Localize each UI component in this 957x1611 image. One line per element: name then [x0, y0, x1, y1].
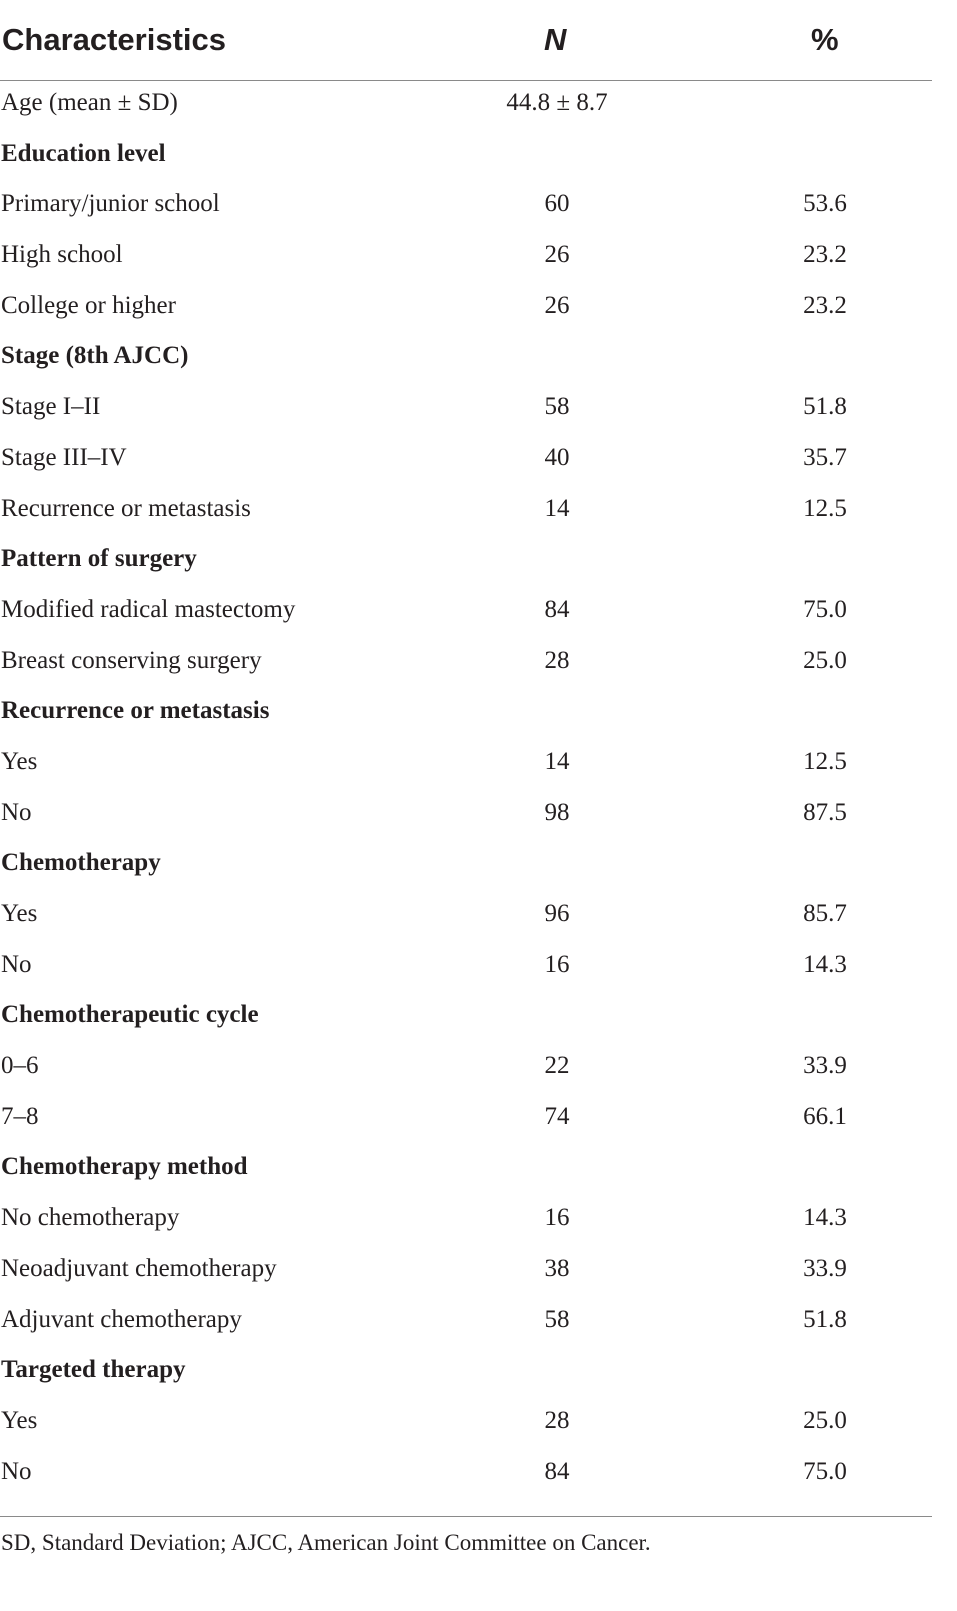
row-label: 0–6: [1, 1052, 39, 1080]
table-header: [0, 0, 932, 81]
row-n-value: 84: [544, 595, 570, 623]
row-percent-value: 23.2: [803, 291, 847, 319]
row-percent-value: 53.6: [803, 190, 847, 218]
row-label: No chemotherapy: [1, 1204, 180, 1232]
row-label: Adjuvant chemotherapy: [1, 1305, 242, 1333]
table-row: [0, 892, 932, 943]
row-n-value: 28: [544, 1406, 570, 1434]
row-percent-value: 87.5: [803, 798, 847, 826]
row-percent-value: 12.5: [803, 494, 847, 522]
table-row: [0, 1298, 932, 1349]
row-label: Primary/junior school: [1, 190, 220, 218]
table-row: [0, 1247, 932, 1298]
table-row: [0, 588, 932, 639]
table-row: [0, 1450, 932, 1501]
row-n-value: 58: [544, 393, 570, 421]
section-label: Pattern of surgery: [1, 545, 197, 573]
table-row: [0, 436, 932, 487]
row-label: Yes: [1, 900, 38, 927]
row-percent-value: 23.2: [803, 241, 847, 269]
row-n-value: 14: [544, 747, 570, 775]
table-row: [0, 740, 932, 791]
row-n-value: 40: [544, 443, 570, 471]
row-label: Yes: [1, 1406, 38, 1434]
row-n-value: 28: [544, 646, 570, 674]
table-footnote: SD, Standard Deviation; AJCC, American Joint Committee on Cancer.: [1, 1530, 651, 1555]
table-row: [0, 943, 932, 994]
row-n-value: 44.8 ± 8.7: [506, 89, 608, 116]
header-percent: %: [811, 22, 839, 57]
table-row: [0, 639, 932, 690]
table-row: [0, 81, 932, 132]
section-header-row: [0, 537, 932, 588]
row-n-value: 60: [544, 190, 570, 218]
row-label: Stage III–IV: [1, 443, 127, 471]
row-label: Neoadjuvant chemotherapy: [1, 1254, 277, 1282]
row-label: Modified radical mastectomy: [1, 595, 296, 623]
row-n-value: 14: [544, 494, 570, 522]
row-n-value: 84: [544, 1457, 570, 1485]
table-row: [0, 182, 932, 233]
row-label: No: [1, 950, 32, 978]
section-label: Chemotherapeutic cycle: [1, 1001, 259, 1029]
table-row: [0, 487, 932, 538]
row-percent-value: 14.3: [803, 950, 847, 978]
section-header-row: [0, 132, 932, 183]
table-row: [0, 1399, 932, 1450]
row-percent-value: 14.3: [803, 1204, 847, 1232]
table-row: [0, 233, 932, 284]
row-percent-value: 25.0: [803, 646, 847, 674]
section-label: Targeted therapy: [1, 1356, 186, 1384]
section-label: Recurrence or metastasis: [1, 697, 270, 725]
bottom-rule: [0, 1516, 932, 1517]
section-header-row: [0, 1348, 932, 1399]
section-label: Education level: [1, 139, 166, 167]
section-label: Chemotherapy: [1, 849, 161, 877]
row-label: Recurrence or metastasis: [1, 494, 251, 522]
header-characteristics: Characteristics: [2, 22, 227, 57]
row-percent-value: 51.8: [803, 1305, 847, 1333]
table-row: [0, 284, 932, 335]
section-header-row: [0, 841, 932, 892]
row-label: No: [1, 1457, 32, 1485]
row-n-value: 96: [544, 900, 570, 927]
row-percent-value: 66.1: [803, 1102, 847, 1130]
section-header-row: [0, 993, 932, 1044]
row-label: Breast conserving surgery: [1, 646, 262, 674]
row-percent-value: 35.7: [803, 443, 847, 471]
row-n-value: 58: [544, 1305, 570, 1333]
row-n-value: 26: [544, 291, 570, 319]
row-label: Yes: [1, 747, 38, 775]
table-row: [0, 1044, 932, 1095]
section-header-row: [0, 1145, 932, 1196]
row-percent-value: 85.7: [803, 900, 847, 927]
table-row: [0, 385, 932, 436]
row-percent-value: 75.0: [803, 595, 847, 623]
row-label: College or higher: [1, 291, 176, 319]
section-header-row: [0, 689, 932, 740]
row-n-value: 16: [544, 1204, 570, 1232]
row-percent-value: 25.0: [803, 1406, 847, 1434]
row-n-value: 38: [544, 1254, 570, 1282]
row-n-value: 16: [544, 950, 570, 978]
row-n-value: 98: [544, 798, 570, 826]
section-label: Chemotherapy method: [1, 1153, 248, 1181]
row-percent-value: 12.5: [803, 747, 847, 775]
row-n-value: 26: [544, 241, 570, 269]
section-header-row: [0, 334, 932, 385]
row-percent-value: 33.9: [803, 1254, 847, 1282]
table-row: [0, 791, 932, 842]
row-label: High school: [1, 241, 123, 269]
row-percent-value: 75.0: [803, 1457, 847, 1485]
table-row: [0, 1196, 932, 1247]
table-row: [0, 1095, 932, 1146]
row-percent-value: 33.9: [803, 1052, 847, 1080]
row-label: 7–8: [1, 1102, 39, 1130]
table-body: [0, 81, 932, 1500]
row-label: Age (mean ± SD): [1, 89, 178, 116]
row-n-value: 74: [544, 1102, 570, 1130]
row-percent-value: 51.8: [803, 393, 847, 421]
row-label: Stage I–II: [1, 393, 101, 421]
header-n: N: [544, 22, 567, 57]
row-n-value: 22: [544, 1052, 570, 1080]
section-label: Stage (8th AJCC): [1, 342, 189, 370]
row-label: No: [1, 798, 32, 826]
